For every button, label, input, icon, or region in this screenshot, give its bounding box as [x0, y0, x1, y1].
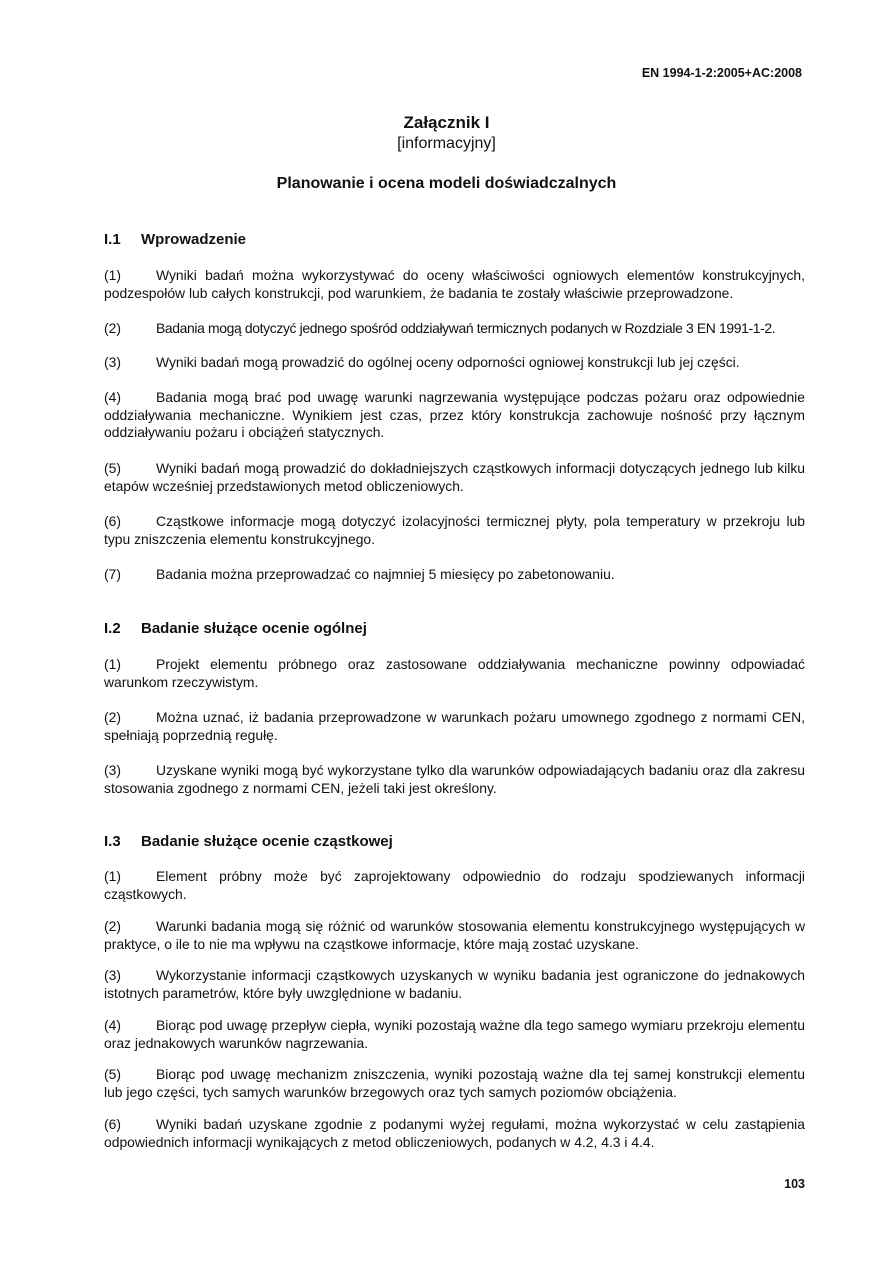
annex-subtitle: [informacyjny] — [397, 135, 496, 152]
paragraph — [104, 566, 805, 584]
paragraph-text: Wyniki badań mogą prowadzić do ogólnej oceny odporności ogniowej konstrukcji lub jej części. — [156, 354, 740, 370]
paragraph — [104, 1116, 805, 1151]
section-heading-i2 — [104, 620, 367, 637]
paragraph — [104, 389, 805, 442]
section-number: I.1 — [104, 231, 121, 248]
paragraph — [104, 267, 805, 302]
paragraph — [104, 1017, 805, 1052]
section-title: Badanie służące ocenie ogólnej — [141, 620, 367, 637]
paragraph-text: Uzyskane wyniki mogą być wykorzystane tylko dla warunków odpowiadających badaniu oraz dla zakresu stosowania zgodnego z normami CEN, jeżeli taki jest określony. — [104, 762, 805, 796]
paragraph — [104, 513, 805, 548]
paragraph-text: Element próbny może być zaprojektowany odpowiednio do rodzaju spodziewanych informacji cząstkowych. — [104, 868, 805, 902]
paragraph — [104, 354, 805, 372]
paragraph-number: (2) — [104, 320, 121, 336]
section-number: I.3 — [104, 833, 121, 850]
paragraph-text: Wyniki badań uzyskane zgodnie z podanymi wyżej regułami, można wykorzystać w celu zastąpienia odpowiednich informacji wynikających z metod obliczeniowych, podanych w 4.2, 4.3 i 4.4. — [104, 1116, 805, 1150]
section-title: Wprowadzenie — [141, 231, 247, 248]
paragraph — [104, 918, 805, 953]
paragraph-text: Projekt elementu próbnego oraz zastosowane oddziaływania mechaniczne powinny odpowiadać warunkom rzeczywistym. — [104, 656, 805, 690]
paragraph-text: Badania można przeprowadzać co najmniej 5 miesięcy po zabetonowaniu. — [156, 566, 615, 582]
paragraph — [104, 656, 805, 691]
paragraph — [104, 460, 805, 495]
paragraph-number: (3) — [104, 354, 121, 370]
paragraph-number: (5) — [104, 1066, 121, 1082]
paragraph-text: Badania mogą brać pod uwagę warunki nagrzewania występujące podczas pożaru oraz odpowiednie oddziaływania mechaniczne. Wynikiem jest czas, przez który konstrukcja zachowuje nośność przy łącznym oddziaływaniu pożaru i obciążeń statycznych. — [104, 389, 805, 440]
paragraph — [104, 868, 805, 903]
paragraph-text: Można uznać, iż badania przeprowadzone w warunkach pożaru umownego zgodnego z normami CEN, spełniają poprzednią regułę. — [104, 709, 805, 743]
paragraph-number: (2) — [104, 709, 121, 725]
paragraph-number: (3) — [104, 762, 121, 778]
standard-reference: EN 1994-1-2:2005+AC:2008 — [641, 66, 802, 80]
paragraph-number: (4) — [104, 389, 121, 405]
section-title: Badanie służące ocenie cząstkowej — [141, 833, 393, 850]
paragraph-text: Biorąc pod uwagę mechanizm zniszczenia, wyniki pozostają ważne dla tej samej konstrukcji elementu lub jego części, tych samych warunków brzegowych oraz tych samych poziomów obciążenia. — [104, 1066, 805, 1100]
paragraph-text: Warunki badania mogą się różnić od warunków stosowania elementu konstrukcyjnego występujących w praktyce, o ile to nie ma wpływu na cząstkowe informacje, które mają zostać uzyskane. — [104, 918, 805, 952]
paragraph-number: (4) — [104, 1017, 121, 1033]
paragraph — [104, 320, 805, 338]
paragraph-number: (5) — [104, 460, 121, 476]
paragraph-text: Cząstkowe informacje mogą dotyczyć izolacyjności termicznej płyty, pola temperatury w przekroju lub typu zniszczenia elementu konstrukcyjnego. — [104, 513, 805, 547]
paragraph-number: (6) — [104, 1116, 121, 1132]
paragraph-number: (2) — [104, 918, 121, 934]
paragraph-number: (3) — [104, 967, 121, 983]
page-number: 103 — [784, 1177, 805, 1191]
page-title: Planowanie i ocena modeli doświadczalnych — [276, 175, 617, 192]
paragraph-number: (1) — [104, 868, 121, 884]
section-number: I.2 — [104, 620, 121, 637]
paragraph-text: Wyniki badań można wykorzystywać do oceny właściwości ogniowych elementów konstrukcyjnych, podzespołów lub całych konstrukcji, pod warunkiem, że badania te zostały właściwie przeprowadzone. — [104, 267, 805, 301]
paragraph-number: (7) — [104, 566, 121, 582]
paragraph-number: (6) — [104, 513, 121, 529]
paragraph-number: (1) — [104, 267, 121, 283]
paragraph — [104, 762, 805, 797]
paragraph-text: Biorąc pod uwagę przepływ ciepła, wyniki pozostają ważne dla tego samego wymiaru przekroju elementu oraz jednakowych warunków nagrzewania. — [104, 1017, 805, 1051]
paragraph — [104, 709, 805, 744]
paragraph — [104, 967, 805, 1002]
paragraph-text: Wyniki badań mogą prowadzić do dokładniejszych cząstkowych informacji dotyczących jednego lub kilku etapów wcześniej przedstawionych metod obliczeniowych. — [104, 460, 805, 494]
section-heading-i1 — [104, 231, 246, 248]
paragraph — [104, 1066, 805, 1101]
paragraph-number: (1) — [104, 656, 121, 672]
annex-title: Załącznik I — [403, 113, 490, 132]
section-heading-i3 — [104, 833, 393, 850]
paragraph-text: Wykorzystanie informacji cząstkowych uzyskanych w wyniku badania jest ograniczone do jednakowych istotnych parametrów, które były uwzględnione w badaniu. — [104, 967, 805, 1001]
annex-heading — [0, 112, 893, 154]
paragraph-text: Badania mogą dotyczyć jednego spośród oddziaływań termicznych podanych w Rozdziale 3 EN 1991-1-2. — [156, 320, 776, 336]
